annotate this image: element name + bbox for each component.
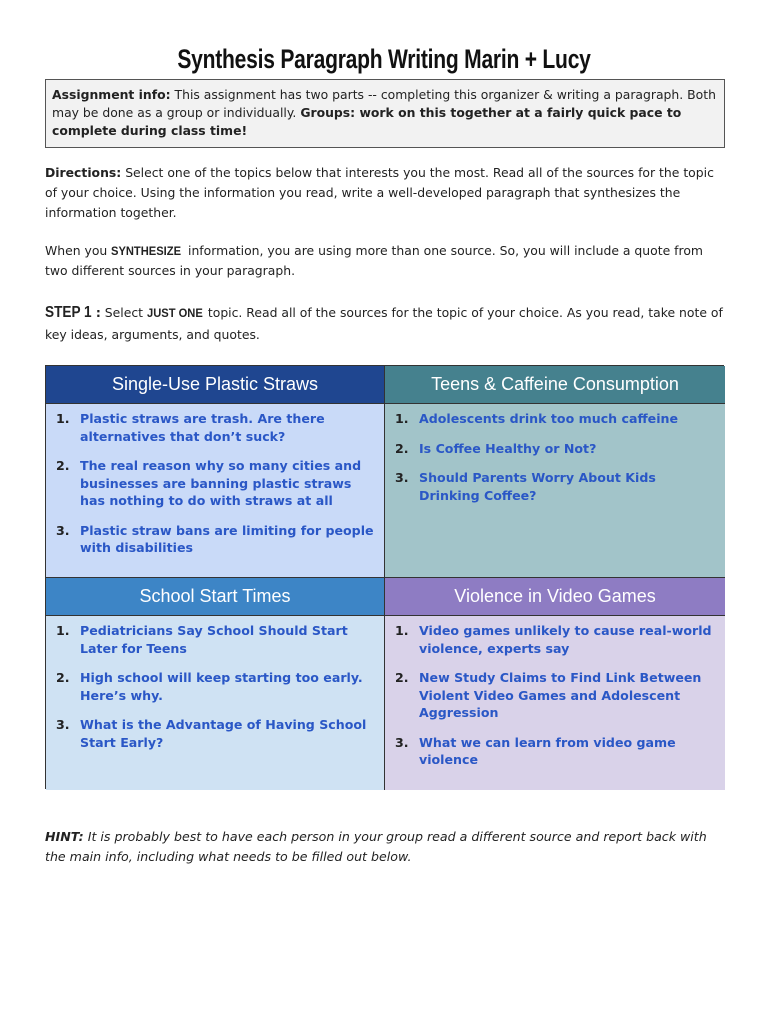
source-number: 3. <box>395 470 409 485</box>
source-link[interactable]: The real reason why so many cities and businesses are banning plastic straws has nothing to do with straws at all <box>80 458 362 508</box>
source-link[interactable]: Plastic straws are trash. Are there alternatives that don’t suck? <box>80 411 325 444</box>
source-link[interactable]: What is the Advantage of Having School Start Early? <box>80 717 367 750</box>
source-item <box>56 622 374 657</box>
assignment-info-text: This assignment has two parts -- completing this organizer & writing a paragraph. Both may be done as a group or individually. <box>52 87 716 120</box>
source-item <box>395 622 715 657</box>
source-number: 1. <box>56 623 70 638</box>
directions-text: Select one of the topics below that interests you the most. Read all of the sources for the topic of your choice. Using the information you read, write a well-developed paragraph that synthesizes the information together. <box>45 165 714 220</box>
source-link[interactable]: Pediatricians Say School Should Start Later for Teens <box>80 623 348 656</box>
hint-text: It is probably best to have each person in your group read a different source and report back with the main info, including what needs to be filled out below. <box>45 829 707 864</box>
source-number: 1. <box>395 411 409 426</box>
source-link[interactable]: New Study Claims to Find Link Between Violent Video Games and Adolescent Aggression <box>419 670 702 720</box>
synthesize-paragraph <box>45 241 725 281</box>
source-number: 3. <box>56 717 70 732</box>
source-number: 2. <box>395 670 409 685</box>
source-item <box>56 669 374 704</box>
source-number: 3. <box>56 522 70 538</box>
step1-before: Select <box>104 305 143 320</box>
topic-header-games: Violence in Video Games <box>385 578 725 616</box>
synthesize-keyword: SYNTHESIZE <box>111 244 182 258</box>
source-item <box>56 457 374 510</box>
page-title: Synthesis Paragraph Writing Marin + Lucy <box>177 44 591 74</box>
source-number: 3. <box>395 734 409 750</box>
source-link[interactable]: Video games unlikely to cause real-world violence, experts say <box>419 623 712 656</box>
source-number: 1. <box>395 623 409 638</box>
synthesize-before: When you <box>45 243 108 258</box>
source-item <box>56 716 374 751</box>
source-number: 2. <box>395 440 409 456</box>
step1-after: topic. Read all of the sources for the topic of your choice. As you read, take note of key ideas, arguments, and quotes. <box>45 305 723 342</box>
step1-paragraph <box>45 302 725 346</box>
source-item <box>395 469 715 504</box>
source-link[interactable]: High school will keep starting too early. Here’s why. <box>80 670 363 703</box>
topic-sources-school <box>46 616 385 790</box>
assignment-info-label: Assignment info: <box>52 87 171 102</box>
topic-sources-caffeine <box>385 404 725 578</box>
topic-sources-games <box>385 616 725 790</box>
assignment-info-box <box>45 79 725 148</box>
source-link[interactable]: Should Parents Worry About Kids Drinking Coffee? <box>419 470 656 503</box>
source-item <box>395 410 715 428</box>
topic-header-school: School Start Times <box>46 578 385 616</box>
directions-label: Directions: <box>45 165 122 180</box>
step1-keyword: JUST ONE <box>146 306 203 320</box>
synthesize-after: information, you are using more than one source. So, you will include a quote from two different sources in your paragraph. <box>45 243 703 278</box>
directions-paragraph <box>45 163 725 223</box>
source-link[interactable]: Is Coffee Healthy or Not? <box>419 440 597 456</box>
source-number: 2. <box>56 458 70 473</box>
step1-label: STEP 1 <box>45 304 92 321</box>
source-item <box>56 410 374 445</box>
source-number: 2. <box>56 670 70 685</box>
source-link[interactable]: Plastic straw bans are limiting for people with disabilities <box>80 522 374 555</box>
source-link[interactable]: Adolescents drink too much caffeine <box>419 411 679 426</box>
topic-sources-straws <box>46 404 385 578</box>
assignment-info-groups: Groups: work on this together at a fairly quick pace to complete during class time! <box>52 105 682 138</box>
topic-header-caffeine: Teens & Caffeine Consumption <box>385 366 725 404</box>
source-item <box>395 440 715 458</box>
topics-table <box>45 365 724 789</box>
hint-label: HINT: <box>45 829 84 844</box>
source-item <box>56 522 374 557</box>
hint-paragraph <box>45 827 725 867</box>
source-item <box>395 734 715 769</box>
topic-header-straws: Single-Use Plastic Straws <box>46 366 385 404</box>
source-number: 1. <box>56 411 70 426</box>
source-link[interactable]: What we can learn from video game violence <box>419 734 676 767</box>
source-item <box>395 669 715 722</box>
step1-colon: : <box>95 305 101 320</box>
